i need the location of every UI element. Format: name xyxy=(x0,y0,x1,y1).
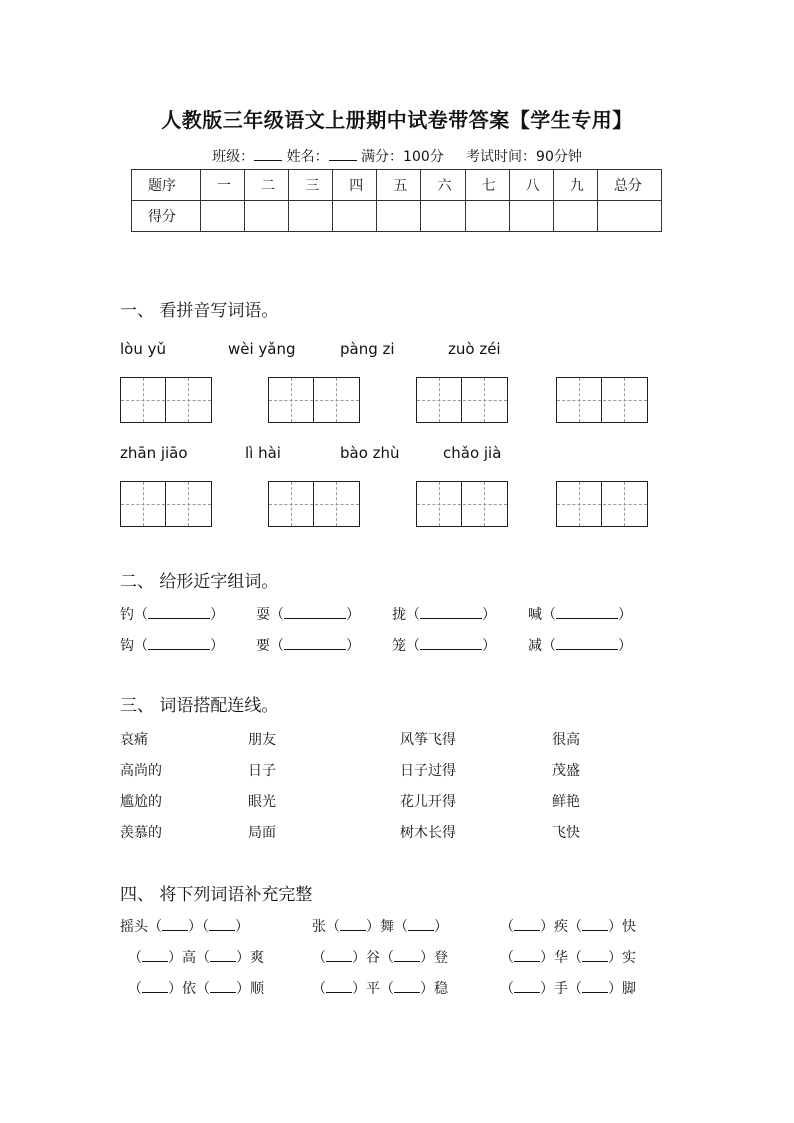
match-word[interactable]: 高尚的 xyxy=(120,763,162,779)
score-table-score-row xyxy=(132,201,662,232)
class-label: 班级： xyxy=(212,149,255,165)
answer-blank[interactable] xyxy=(326,980,352,993)
idiom-item: （ ）华（ ）实 xyxy=(500,950,636,966)
section1-title: 一、 看拼音写词语。 xyxy=(120,301,279,321)
answer-blank[interactable] xyxy=(556,637,618,650)
score-table-header-row xyxy=(132,170,662,201)
pinyin: lòu yǔ xyxy=(120,340,167,358)
pinyin: zhān jiāo xyxy=(120,444,188,462)
pinyin: wèi yǎng xyxy=(228,340,296,358)
score-cell-header: 题序 xyxy=(132,170,201,201)
answer-blank[interactable] xyxy=(142,949,168,962)
idiom-item: 张（ ）舞（ ） xyxy=(312,919,448,935)
class-blank[interactable] xyxy=(254,148,282,161)
answer-blank[interactable] xyxy=(162,918,188,931)
idiom-item: （ ）手（ ）脚 xyxy=(500,981,636,997)
pinyin: chǎo jià xyxy=(443,444,502,462)
answer-blank[interactable] xyxy=(394,949,420,962)
section3-title: 三、 词语搭配连线。 xyxy=(120,696,279,716)
score-cell[interactable] xyxy=(289,201,333,232)
answer-blank[interactable] xyxy=(340,918,366,931)
word-blank-item: 笼（ ） xyxy=(392,638,496,654)
page-title: 人教版三年级语文上册期中试卷带答案【学生专用】 xyxy=(161,108,633,132)
exam-info-line xyxy=(0,146,794,166)
idiom-item: （ ）平（ ）稳 xyxy=(312,981,448,997)
full-marks: 满分：100分 xyxy=(361,149,444,165)
answer-blank[interactable] xyxy=(582,949,608,962)
writing-grid[interactable] xyxy=(416,377,508,423)
score-cell-header: 三 xyxy=(289,170,333,201)
match-word[interactable]: 日子过得 xyxy=(400,763,456,779)
pinyin: zuò zéi xyxy=(448,340,501,358)
answer-blank[interactable] xyxy=(556,606,618,619)
answer-blank[interactable] xyxy=(394,980,420,993)
word-blank-item: 钩（ ） xyxy=(120,638,224,654)
answer-blank[interactable] xyxy=(209,918,235,931)
idiom-item: （ ）疾（ ）快 xyxy=(500,919,636,935)
score-cell[interactable] xyxy=(465,201,509,232)
pinyin: bào zhù xyxy=(340,444,400,462)
match-word[interactable]: 风筝飞得 xyxy=(400,732,456,748)
word-blank-item: 喊（ ） xyxy=(528,607,632,623)
word-blank-item: 耍（ ） xyxy=(256,607,360,623)
writing-grid[interactable] xyxy=(556,481,648,527)
score-cell[interactable] xyxy=(333,201,377,232)
score-cell[interactable] xyxy=(245,201,289,232)
answer-blank[interactable] xyxy=(148,637,210,650)
answer-blank[interactable] xyxy=(582,918,608,931)
score-cell[interactable] xyxy=(597,201,661,232)
score-cell[interactable] xyxy=(421,201,465,232)
answer-blank[interactable] xyxy=(148,606,210,619)
answer-blank[interactable] xyxy=(582,980,608,993)
match-word[interactable]: 尴尬的 xyxy=(120,794,162,810)
answer-blank[interactable] xyxy=(142,980,168,993)
score-cell[interactable] xyxy=(509,201,553,232)
score-cell[interactable] xyxy=(553,201,597,232)
idiom-item: （ ）谷（ ）登 xyxy=(312,950,448,966)
answer-blank[interactable] xyxy=(514,949,540,962)
match-word[interactable]: 茂盛 xyxy=(552,763,580,779)
score-cell-header: 五 xyxy=(377,170,421,201)
answer-blank[interactable] xyxy=(210,949,236,962)
score-cell-header: 六 xyxy=(421,170,465,201)
match-word[interactable]: 鲜艳 xyxy=(552,794,580,810)
answer-blank[interactable] xyxy=(420,606,482,619)
answer-blank[interactable] xyxy=(514,918,540,931)
score-cell-header: 总分 xyxy=(597,170,661,201)
word-blank-item: 减（ ） xyxy=(528,638,632,654)
match-word[interactable]: 朋友 xyxy=(248,732,276,748)
idiom-item: （ ）依（ ）顺 xyxy=(128,981,264,997)
answer-blank[interactable] xyxy=(408,918,434,931)
exam-time: 考试时间：90分钟 xyxy=(466,149,582,165)
word-blank-item: 要（ ） xyxy=(256,638,360,654)
pinyin: pàng zi xyxy=(340,340,395,358)
word-blank-item: 钓（ ） xyxy=(120,607,224,623)
section2-title: 二、 给形近字组词。 xyxy=(120,572,279,592)
writing-grid[interactable] xyxy=(120,481,212,527)
match-word[interactable]: 眼光 xyxy=(248,794,276,810)
score-cell-header: 八 xyxy=(509,170,553,201)
score-cell[interactable] xyxy=(377,201,421,232)
match-word[interactable]: 日子 xyxy=(248,763,276,779)
answer-blank[interactable] xyxy=(284,606,346,619)
section4-title: 四、 将下列词语补充完整 xyxy=(120,885,313,905)
score-cell-header: 一 xyxy=(201,170,245,201)
score-cell-header: 九 xyxy=(553,170,597,201)
writing-grid[interactable] xyxy=(268,481,360,527)
score-cell-header: 四 xyxy=(333,170,377,201)
match-word[interactable]: 很高 xyxy=(552,732,580,748)
match-word[interactable]: 羡慕的 xyxy=(120,825,162,841)
name-blank[interactable] xyxy=(329,148,357,161)
match-word[interactable]: 哀痛 xyxy=(120,732,148,748)
word-blank-item: 拢（ ） xyxy=(392,607,496,623)
writing-grid[interactable] xyxy=(556,377,648,423)
match-word[interactable]: 飞快 xyxy=(552,825,580,841)
pinyin: lì hài xyxy=(245,444,281,462)
match-word[interactable]: 树木长得 xyxy=(400,825,456,841)
score-row-label: 得分 xyxy=(132,201,201,232)
score-cell-header: 七 xyxy=(465,170,509,201)
name-label: 姓名： xyxy=(286,149,329,165)
idiom-item: 摇头（ ）（ ） xyxy=(120,919,249,935)
score-cell[interactable] xyxy=(201,201,245,232)
answer-blank[interactable] xyxy=(210,980,236,993)
answer-blank[interactable] xyxy=(326,949,352,962)
writing-grid[interactable] xyxy=(268,377,360,423)
answer-blank[interactable] xyxy=(284,637,346,650)
answer-blank[interactable] xyxy=(420,637,482,650)
writing-grid[interactable] xyxy=(416,481,508,527)
score-table xyxy=(131,169,662,232)
match-word[interactable]: 局面 xyxy=(248,825,276,841)
score-cell-header: 二 xyxy=(245,170,289,201)
writing-grid[interactable] xyxy=(120,377,212,423)
match-word[interactable]: 花儿开得 xyxy=(400,794,456,810)
answer-blank[interactable] xyxy=(514,980,540,993)
idiom-item: （ ）高（ ）爽 xyxy=(128,950,264,966)
